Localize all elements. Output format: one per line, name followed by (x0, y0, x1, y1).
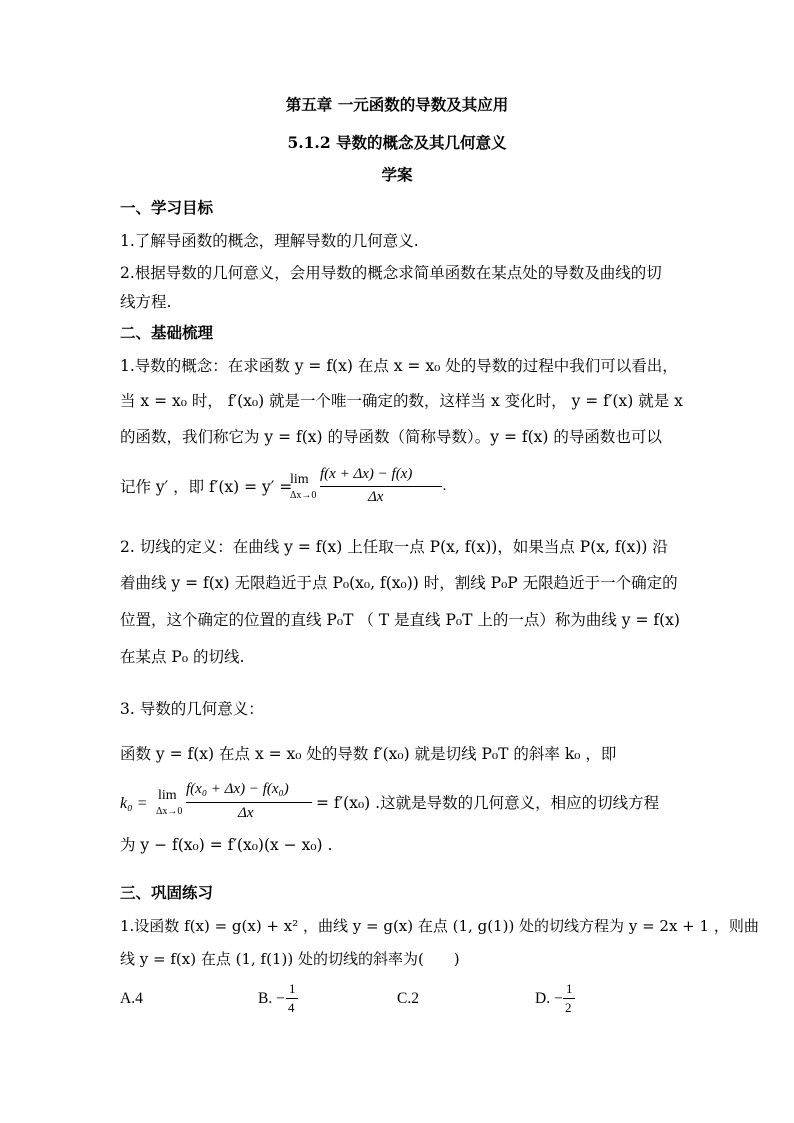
question-1-line1: 1.设函数 f(x) = g(x) + x² ，曲线 y = g(x) 在点 (1, g(1)) 处的切线方程为 y = 2x + 1 ，则曲 (120, 917, 759, 935)
tangent-line-equation: 为 y − f(x₀) = f′(x₀)(x − x₀) . (120, 836, 333, 854)
option-a: A.4 (120, 990, 143, 1007)
derivative-numerator: f(x + Δx) − f(x) (320, 466, 413, 482)
limit-subscript: Δx→0 (290, 490, 317, 501)
basics-p3-line1: 函数 y = f(x) 在点 x = x₀ 处的导数 f′(x₀) 就是切线 P₀T 的斜率 k₀ ，即 (120, 745, 617, 763)
basics-p1-line2: 当 x = x₀ 时， f′(x₀) 就是一个唯一确定的数，这样当 x 变化时， y = f′(x) 就是 x (120, 392, 683, 410)
section-title: 5.1.2 导数的概念及其几何意义 (287, 133, 507, 152)
goal-item-1: 1.了解导函数的概念，理解导数的几何意义. (120, 232, 419, 250)
chapter-title: 第五章 一元函数的导数及其应用 (285, 95, 509, 114)
slope-denominator: Δx (238, 805, 254, 821)
basics-p2-line2: 着曲线 y = f(x) 无限趋近于点 P₀(x₀, f(x₀)) 时，割线 P₀P 无限趋近于一个确定的 (120, 574, 678, 592)
option-b-prefix: B. − (258, 990, 285, 1007)
derivative-formula-prefix: 记作 y′ ，即 f′(x) = y′ = (120, 478, 293, 496)
practice-heading: 三、巩固练习 (120, 883, 214, 902)
option-d-denominator: 2 (565, 1000, 572, 1015)
slope-fraction-bar (186, 802, 312, 803)
derivative-denominator: Δx (368, 489, 384, 505)
basics-p1-line3: 的函数，我们称它为 y = f(x) 的导函数（简称导数）。y = f(x) 的导函数也可以 (120, 428, 662, 446)
option-d-prefix: D. − (535, 990, 563, 1007)
limit-label: lim (290, 472, 309, 487)
fraction-bar (320, 486, 442, 487)
goals-heading: 一、学习目标 (120, 198, 214, 217)
option-d-fraction-bar (563, 998, 575, 999)
basics-p2-line1: 2. 切线的定义：在曲线 y = f(x) 上任取一点 P(x, f(x))，如果当点 P(x, f(x)) 沿 (120, 538, 668, 556)
doc-type-title: 学案 (381, 165, 413, 184)
goal-item-2-line2: 线方程. (120, 293, 172, 311)
basics-p2-line3: 位置，这个确定的位置的直线 P₀T （ T 是直线 P₀T 上的一点）称为曲线 y = f(x) (120, 611, 680, 629)
option-b-fraction-bar (286, 998, 298, 999)
basics-p1-line1: 1.导数的概念：在求函数 y = f(x) 在点 x = x₀ 处的导数的过程中我们可以看出， (120, 357, 678, 375)
slope-formula-prefix: k₀ = (120, 795, 148, 812)
option-c: C.2 (397, 990, 419, 1007)
option-b-numerator: 1 (289, 981, 296, 996)
goal-item-2-line1: 2.根据导数的几何意义，会用导数的概念求简单函数在某点处的导数及曲线的切 (120, 264, 662, 282)
basics-heading: 二、基础梳理 (120, 323, 214, 342)
question-1-line2: 线 y = f(x) 在点 (1, f(1)) 处的切线的斜率为( ) (120, 950, 460, 968)
slope-limit-label: lim (158, 788, 177, 803)
basics-p2-line4: 在某点 P₀ 的切线. (120, 648, 245, 666)
slope-formula-suffix: = f′(x₀) .这就是导数的几何意义，相应的切线方程 (316, 794, 660, 812)
slope-limit-subscript: Δx→0 (156, 806, 183, 817)
derivative-formula-end: . (443, 478, 447, 494)
slope-numerator: f(x₀ + Δx) − f(x₀) (186, 781, 289, 797)
option-d-numerator: 1 (566, 981, 573, 996)
basics-p3-heading: 3. 导数的几何意义： (120, 700, 264, 718)
option-b-denominator: 4 (288, 1000, 295, 1015)
